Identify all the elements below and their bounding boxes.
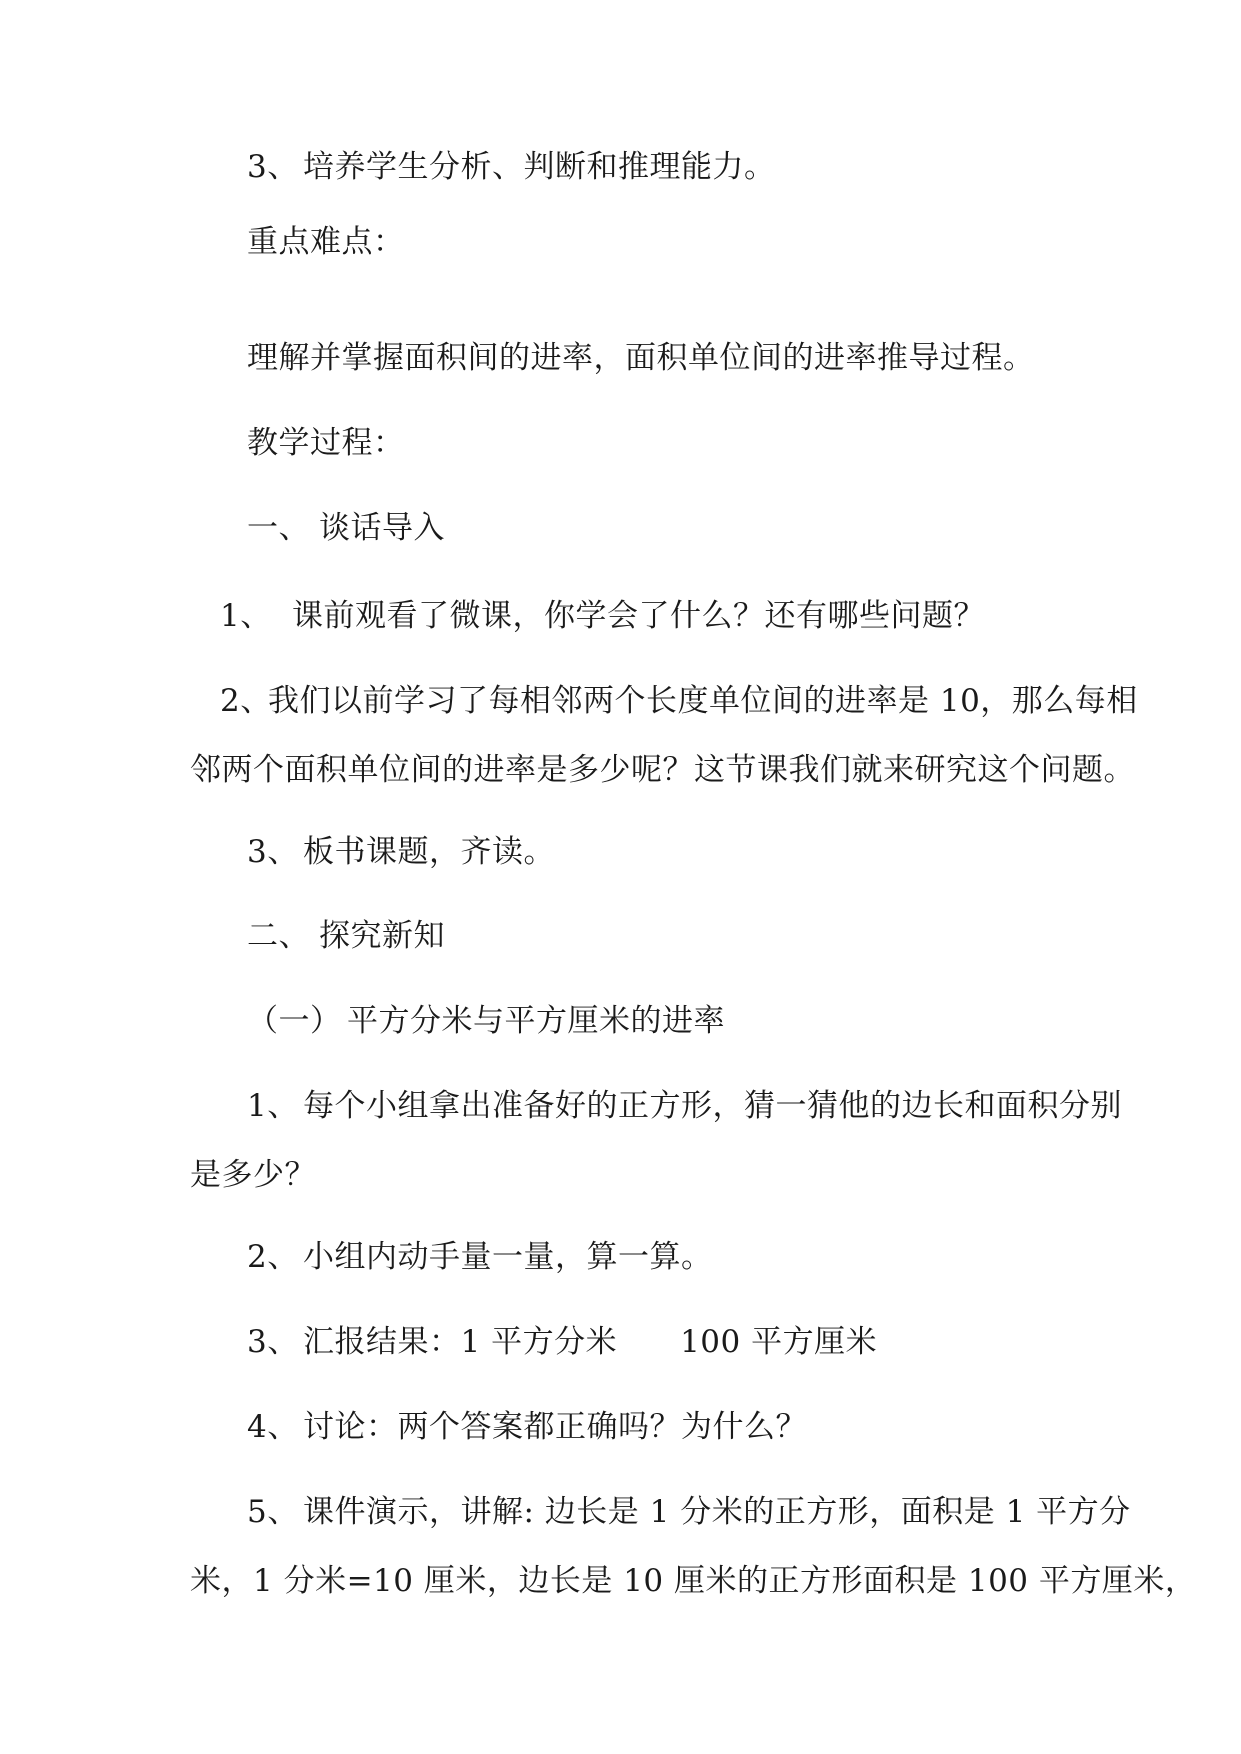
line-text: 课件演示，讲解: 边长是 1 分米的正方形，面积是 1 平方分	[303, 1494, 1131, 1530]
line-text: 我们以前学习了每相邻两个长度单位间的进率是 10，那么每相	[268, 683, 1138, 719]
explore-item-1	[247, 1086, 1122, 1126]
line-text: 小组内动手量一量，算一算。	[303, 1239, 713, 1275]
item-number: （一）	[247, 1003, 342, 1039]
subsection-one-heading	[247, 1001, 725, 1041]
key-points-text	[247, 338, 1035, 378]
item-number: 2、	[247, 1239, 299, 1275]
line-text: 邻两个面积单位间的进率是多少呢？这节课我们就来研究这个问题。	[190, 752, 1135, 788]
line-text: 平方分米与平方厘米的进率	[347, 1003, 725, 1039]
item-number: 1、	[220, 598, 272, 634]
line-text: 每个小组拿出准备好的正方形，猜一猜他的边长和面积分别	[303, 1088, 1122, 1124]
line-text: 教学过程：	[247, 425, 405, 461]
line-text: 讨论：两个答案都正确吗？为什么？	[303, 1409, 807, 1445]
line-text: 米，1 分米=10 厘米，边长是 10 厘米的正方形面积是 100 平方厘米，	[190, 1563, 1197, 1599]
intro-item-3	[247, 832, 555, 872]
line-text: 培养学生分析、判断和推理能力。	[303, 149, 776, 185]
line-text: 汇报结果：1 平方分米 100 平方厘米	[303, 1324, 878, 1360]
explore-item-5	[247, 1492, 1131, 1532]
explore-item-3	[247, 1322, 877, 1362]
explore-item-4	[247, 1407, 807, 1447]
item-number: 2、	[220, 683, 272, 719]
teaching-process-heading	[247, 423, 405, 463]
intro-item-2	[220, 681, 1138, 721]
line-text: 课前观看了微课，你学会了什么？还有哪些问题？	[292, 598, 985, 634]
intro-item-2-continued	[190, 750, 1135, 790]
line-text: 是多少？	[190, 1157, 316, 1193]
line-text: 板书课题，齐读。	[303, 834, 555, 870]
item-number: 1、	[247, 1088, 299, 1124]
item-number: 3、	[247, 834, 299, 870]
line-text: 探究新知	[319, 918, 445, 954]
line-text: 谈话导入	[319, 510, 445, 546]
item-number: 二、	[247, 918, 310, 954]
item-number: 一、	[247, 510, 310, 546]
intro-item-1	[220, 596, 985, 636]
line-text: 重点难点：	[247, 224, 405, 260]
explore-item-2	[247, 1237, 713, 1277]
explore-item-1-continued	[190, 1155, 316, 1195]
item-number: 5、	[247, 1494, 299, 1530]
key-points-heading	[247, 222, 405, 262]
objective-3-line	[247, 147, 776, 187]
item-number: 3、	[247, 149, 299, 185]
section-two-heading	[247, 916, 445, 956]
section-one-heading	[247, 508, 445, 548]
line-text: 理解并掌握面积间的进率，面积单位间的进率推导过程。	[247, 340, 1035, 376]
explore-item-5-continued	[190, 1561, 1196, 1601]
item-number: 3、	[247, 1324, 299, 1360]
item-number: 4、	[247, 1409, 299, 1445]
